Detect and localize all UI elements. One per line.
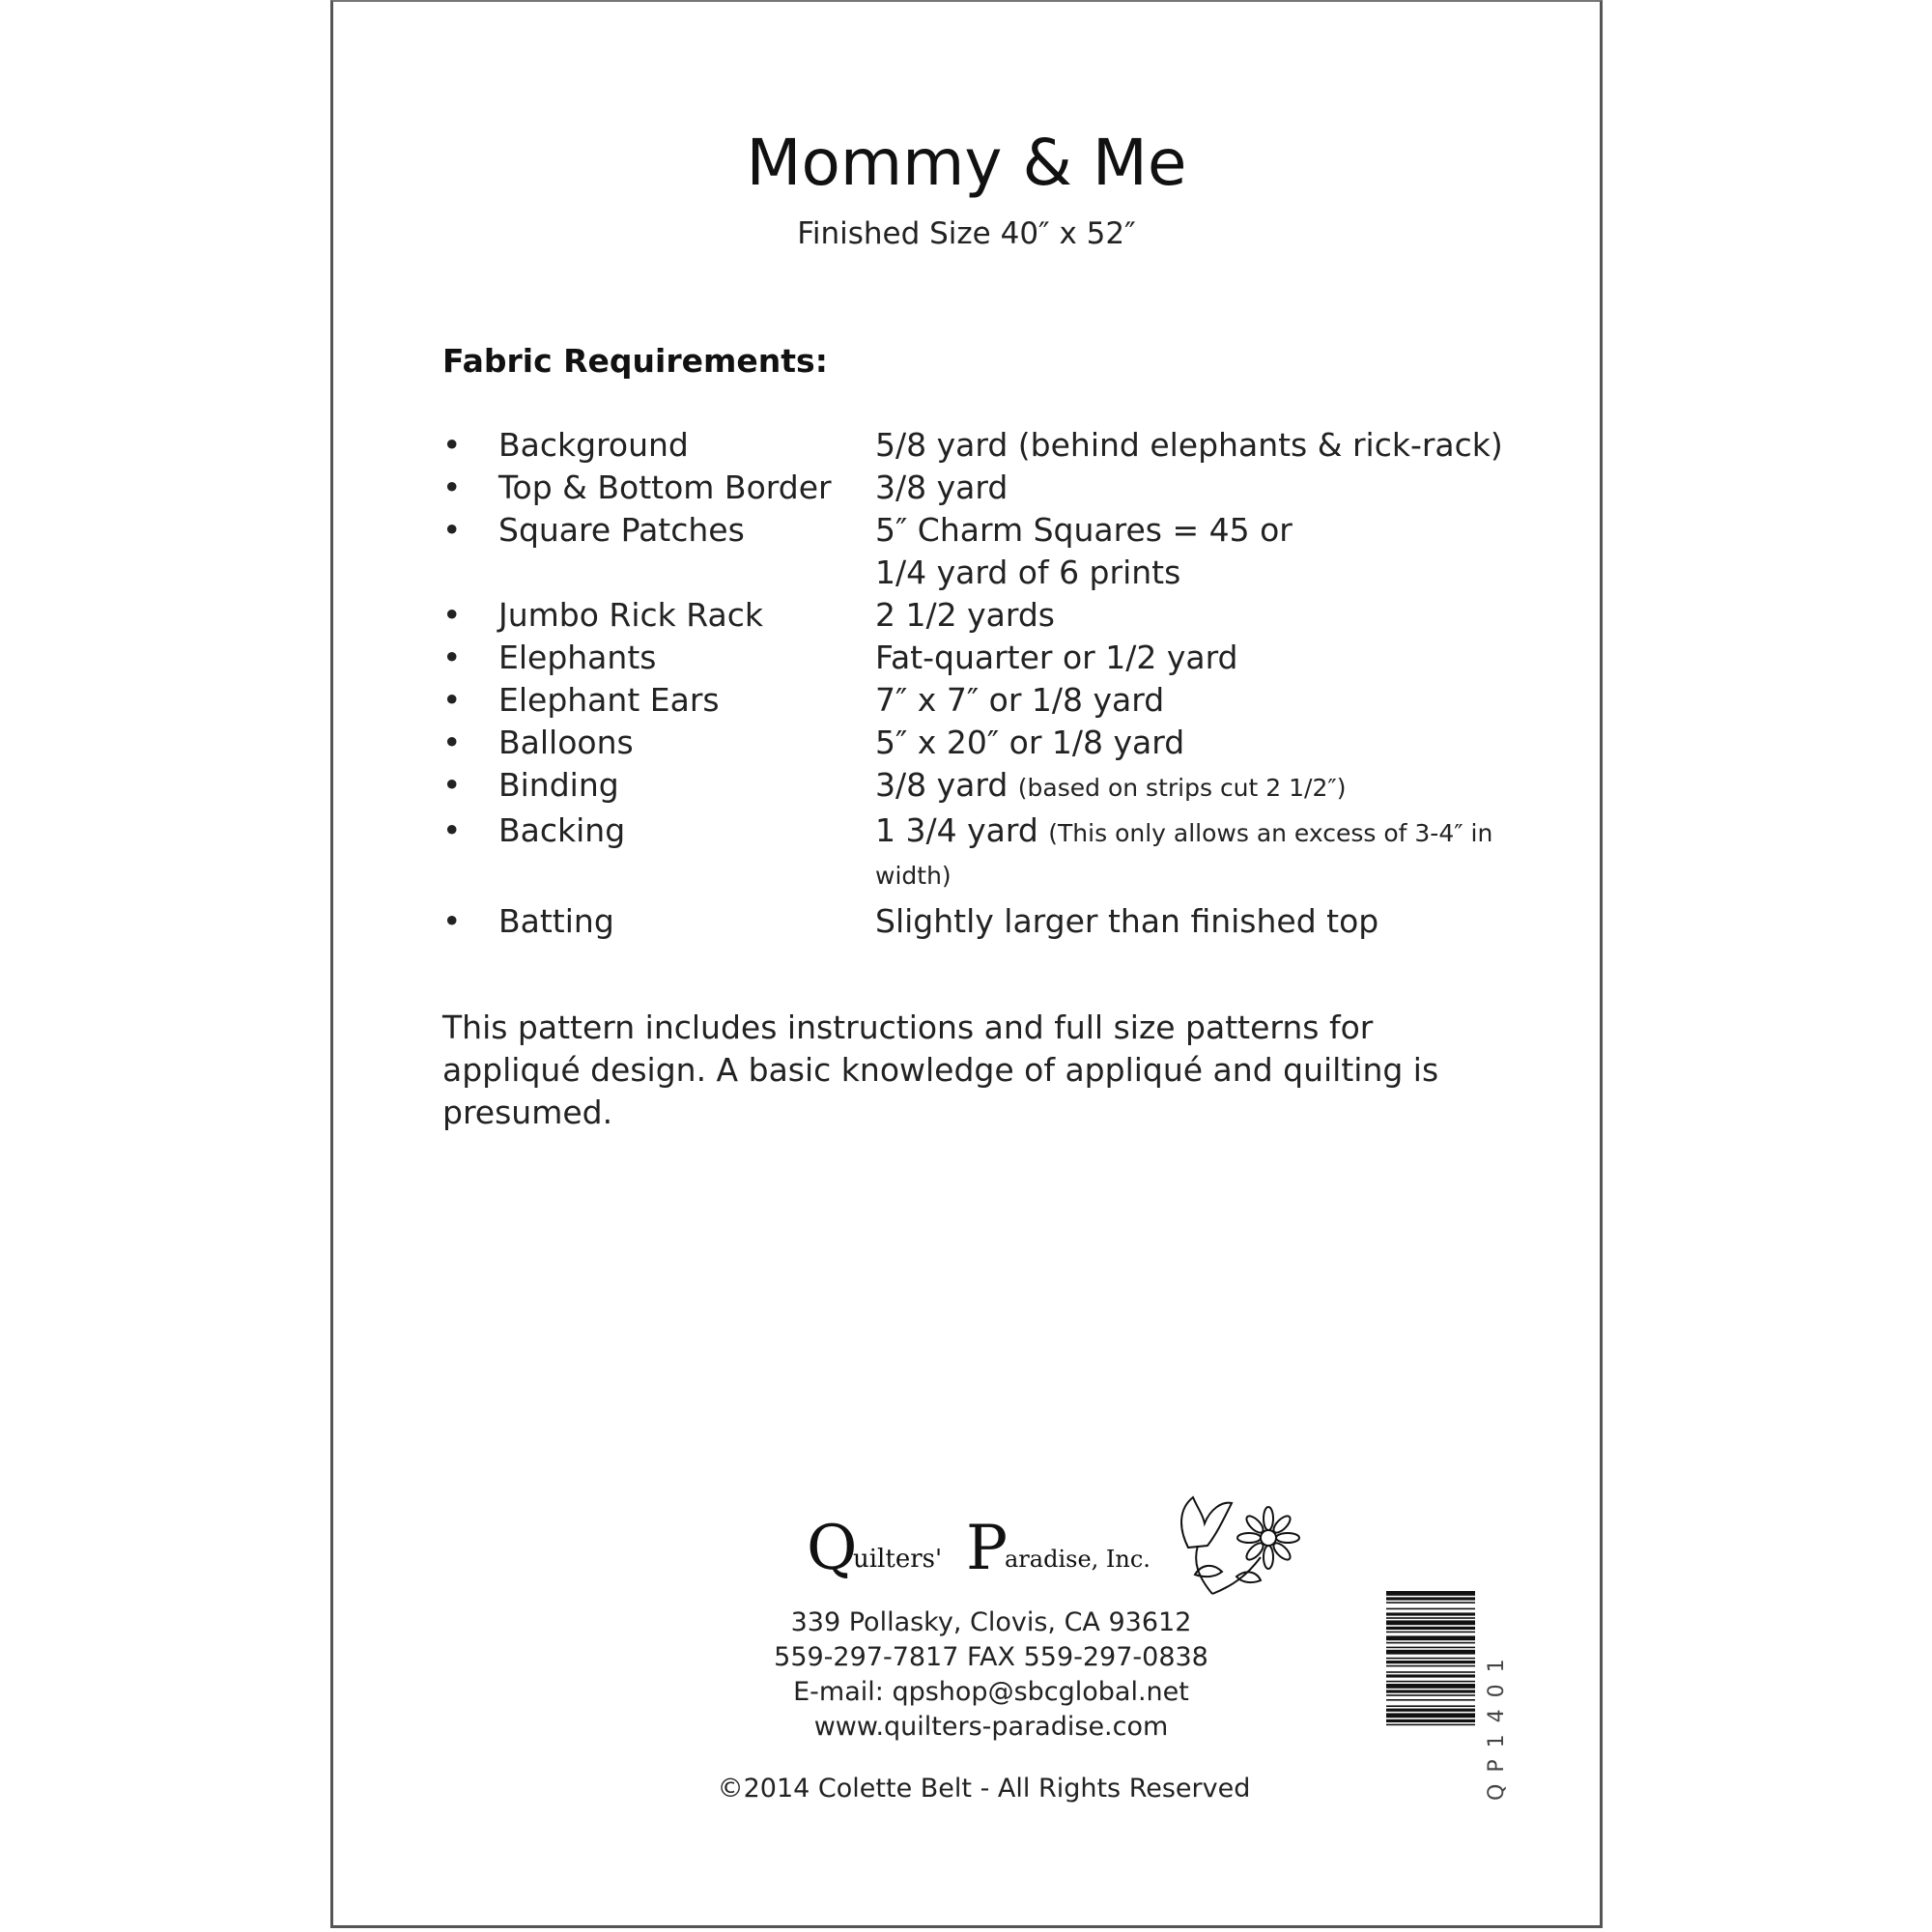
barcode-bar: [1386, 1650, 1475, 1655]
fabric-amount-block: [875, 810, 1553, 895]
barcode-bar: [1386, 1724, 1475, 1726]
fabric-name: Top & Bottom Border: [498, 469, 832, 506]
barcode-bar: [1386, 1665, 1475, 1667]
pattern-back-cover: [330, 0, 1603, 1928]
barcode-bar: [1386, 1597, 1475, 1600]
barcode-bar: [1386, 1713, 1475, 1718]
list-item: [442, 424, 1553, 467]
bullet: •: [442, 596, 462, 634]
publisher-website: www.quilters-paradise.com: [813, 1712, 1169, 1742]
fabric-amount-note: 1/4 yard of 6 prints: [875, 554, 1181, 591]
list-item: [442, 594, 1553, 637]
bullet: •: [442, 681, 462, 719]
barcode-bar: [1386, 1709, 1475, 1712]
publisher-address: 339 Pollasky, Clovis, CA 93612: [790, 1607, 1192, 1637]
fabric-name: Balloons: [498, 724, 634, 761]
publisher-logo: [807, 1480, 1309, 1605]
list-item: [442, 764, 1553, 810]
fabric-amount-block: [875, 509, 1553, 594]
list-item: [442, 810, 1553, 895]
barcode-number: QP1401: [1485, 1647, 1509, 1801]
fabric-amount-note: (This only allows an excess of 3-4″ in width): [875, 819, 1493, 890]
copyright-text: ©2014 Colette Belt - All Rights Reserved: [717, 1774, 1251, 1804]
barcode-bar: [1386, 1612, 1475, 1615]
bullet: •: [442, 811, 462, 849]
publisher-email: E-mail: qpshop@sbcglobal.net: [793, 1677, 1189, 1707]
barcode-bar: [1386, 1671, 1475, 1673]
fabric-requirements-list: [442, 424, 1553, 943]
list-item: [442, 722, 1553, 764]
bullet: •: [442, 469, 462, 506]
svg-text:uilters': uilters': [853, 1545, 943, 1574]
list-item: [442, 900, 1553, 943]
fabric-name: Background: [498, 426, 689, 464]
barcode-bar: [1386, 1591, 1475, 1596]
barcode-bar: [1386, 1681, 1475, 1683]
fabric-amount: 2 1/2 yards: [875, 596, 1055, 634]
bullet: •: [442, 902, 462, 940]
barcode-bar: [1386, 1647, 1475, 1649]
fabric-amount: 3/8 yard: [875, 469, 1009, 506]
barcode-bar: [1386, 1658, 1475, 1660]
svg-text:P: P: [966, 1513, 1009, 1584]
barcode-bar: [1386, 1705, 1475, 1707]
barcode-bar: [1386, 1674, 1475, 1677]
fabric-name: Elephant Ears: [498, 681, 720, 719]
fabric-name: Binding: [498, 766, 619, 804]
barcode-bar: [1386, 1617, 1475, 1619]
fabric-amount: 1 3/4 yard: [875, 811, 1038, 849]
svg-text:Q: Q: [807, 1513, 858, 1584]
barcode-bar: [1386, 1632, 1475, 1634]
finished-size: Finished Size 40″ x 52″: [797, 216, 1136, 251]
fabric-name: Square Patches: [498, 511, 745, 549]
barcode-bar: [1386, 1661, 1475, 1663]
barcode-bar: [1386, 1690, 1475, 1692]
fabric-amount: 5″ Charm Squares = 45 or: [875, 511, 1293, 549]
barcode-bar: [1386, 1699, 1475, 1701]
svg-text:aradise, Inc.: aradise, Inc.: [1005, 1546, 1151, 1573]
publisher-phone: 559-297-7817 FAX 559-297-0838: [774, 1642, 1208, 1672]
fabric-amount: Fat-quarter or 1/2 yard: [875, 639, 1238, 676]
barcode-bar: [1386, 1608, 1475, 1610]
fabric-name: Batting: [498, 902, 614, 940]
list-item: [442, 637, 1553, 679]
barcode-bar: [1386, 1602, 1475, 1604]
barcode-bar: [1386, 1642, 1475, 1644]
fabric-amount: 5/8 yard (behind elephants & rick-rack): [875, 426, 1503, 464]
list-item: [442, 467, 1553, 509]
barcode-bar: [1386, 1719, 1475, 1722]
fabric-name: Jumbo Rick Rack: [498, 596, 763, 634]
bullet: •: [442, 766, 462, 804]
fabric-amount-block: [875, 764, 1553, 810]
bullet: •: [442, 639, 462, 676]
fabric-name: Backing: [498, 811, 626, 849]
barcode-bar: [1386, 1694, 1475, 1696]
fabric-amount: 7″ x 7″ or 1/8 yard: [875, 681, 1165, 719]
fabric-amount-note: (based on strips cut 2 1/2″): [1017, 774, 1347, 802]
list-item: [442, 509, 1553, 594]
barcode-bar: [1386, 1684, 1475, 1689]
pattern-description: This pattern includes instructions and full size patterns for appliqué design. A basic knowledge of appliqué and quilting is presumed.: [442, 1009, 1439, 1131]
fabric-name: Elephants: [498, 639, 657, 676]
bullet: •: [442, 724, 462, 761]
bullet: •: [442, 426, 462, 464]
barcode-bar: [1386, 1620, 1475, 1625]
flower-logo-icon: [807, 1480, 1309, 1605]
fabric-amount: 3/8 yard: [875, 766, 1009, 804]
fabric-amount: Slightly larger than finished top: [875, 902, 1379, 940]
barcode-bar: [1386, 1627, 1475, 1630]
list-item: [442, 679, 1553, 722]
pattern-title: Mommy & Me: [746, 126, 1187, 200]
barcode: [1386, 1591, 1475, 1799]
bullet: •: [442, 511, 462, 549]
fabric-requirements-heading: Fabric Requirements:: [442, 342, 828, 380]
barcode-bar: [1386, 1635, 1475, 1640]
fabric-amount: 5″ x 20″ or 1/8 yard: [875, 724, 1185, 761]
